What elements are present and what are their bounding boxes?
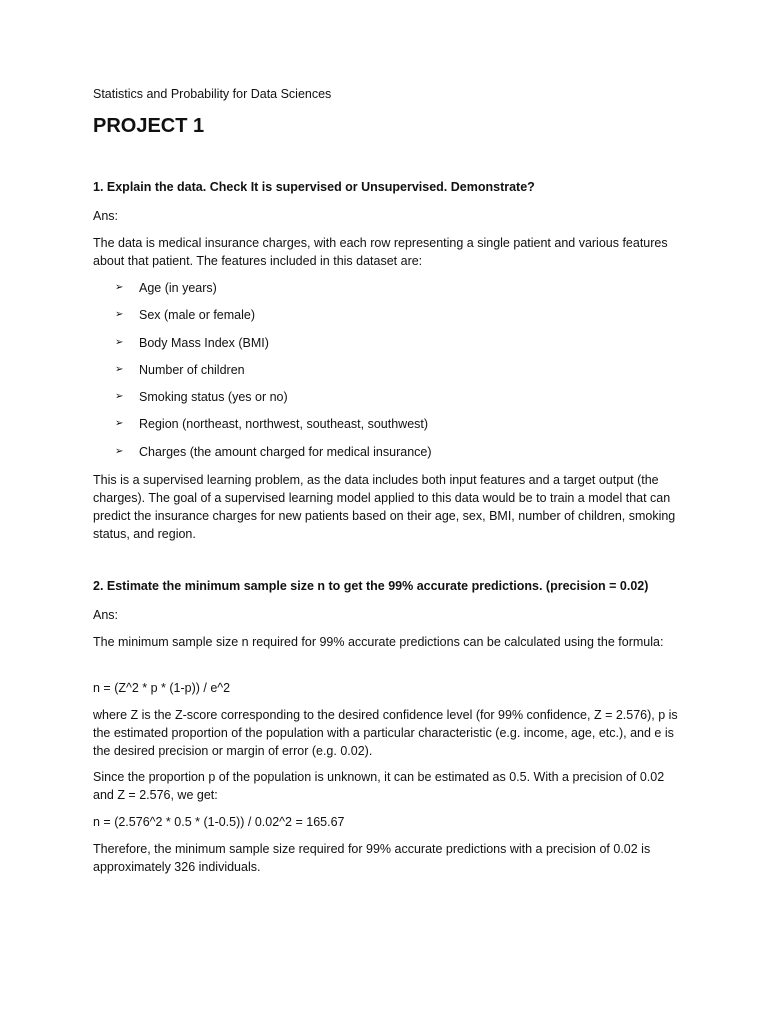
arrowhead-bullet-icon: ➢ (115, 336, 124, 348)
arrowhead-bullet-icon: ➢ (115, 445, 124, 457)
feature-text: Charges (the amount charged for medical insurance) (139, 444, 432, 459)
arrowhead-bullet-icon: ➢ (115, 391, 124, 403)
feature-text: Smoking status (yes or no) (139, 390, 288, 405)
arrowhead-bullet-icon: ➢ (115, 282, 124, 293)
answer-1-intro: The data is medical insurance charges, with each row representing a single patient and various features about that patient. The features included in this dataset are: (93, 236, 668, 268)
question-1: 1. Explain the data. Check It is supervised or Unsupervised. Demonstrate? (93, 180, 535, 194)
answer-2-label: Ans: (93, 608, 119, 622)
project-title: PROJECT 1 (93, 115, 205, 137)
arrowhead-bullet-icon: ➢ (115, 309, 124, 321)
feature-text: Sex (male or female) (139, 308, 256, 323)
answer-1-conclusion: This is a supervised learning problem, as the data includes both input features and a target output (the charges). The goal of a supervised learning model applied to this data would be to train a model that can predict the insurance charges for new patients based on their age, sex, BMI, number of children, smoking status, and region. (93, 473, 676, 541)
feature-text: Age (in years) (139, 281, 217, 295)
arrowhead-bullet-icon: ➢ (115, 363, 124, 375)
course-name: Statistics and Probability for Data Sciences (93, 87, 332, 101)
calculation: n = (2.576^2 * 0.5 * (1-0.5)) / 0.02^2 = 165.67 (93, 815, 345, 829)
feature-text: Region (northeast, northwest, southeast, southwest) (139, 417, 429, 432)
answer-2-paragraph-4: Therefore, the minimum sample size required for 99% accurate predictions with a precision of 0.02 is approximately 326 individuals. (93, 842, 651, 874)
answer-2-paragraph-2: where Z is the Z-score corresponding to the desired confidence level (for 99% confidence, Z = 2.576), p is the estimated proportion of the population with a particular characteristic (e.g. income, age, etc.), and e is the desired precision or margin of error (e.g. 0.02). (93, 708, 678, 758)
question-2: 2. Estimate the minimum sample size n to get the 99% accurate predictions. (precision = 0.02) (93, 579, 649, 593)
answer-2-paragraph-1: The minimum sample size n required for 99% accurate predictions can be calculated using the formula: (93, 635, 664, 649)
arrowhead-bullet-icon: ➢ (115, 418, 124, 430)
answer-1-label: Ans: (93, 209, 119, 223)
answer-2-paragraph-3: Since the proportion p of the population is unknown, it can be estimated as 0.5. With a precision of 0.02 and Z = 2.576, we get: (93, 770, 665, 802)
feature-text: Body Mass Index (BMI) (139, 335, 269, 350)
formula: n = (Z^2 * p * (1-p)) / e^2 (93, 681, 231, 695)
feature-text: Number of children (139, 362, 245, 377)
